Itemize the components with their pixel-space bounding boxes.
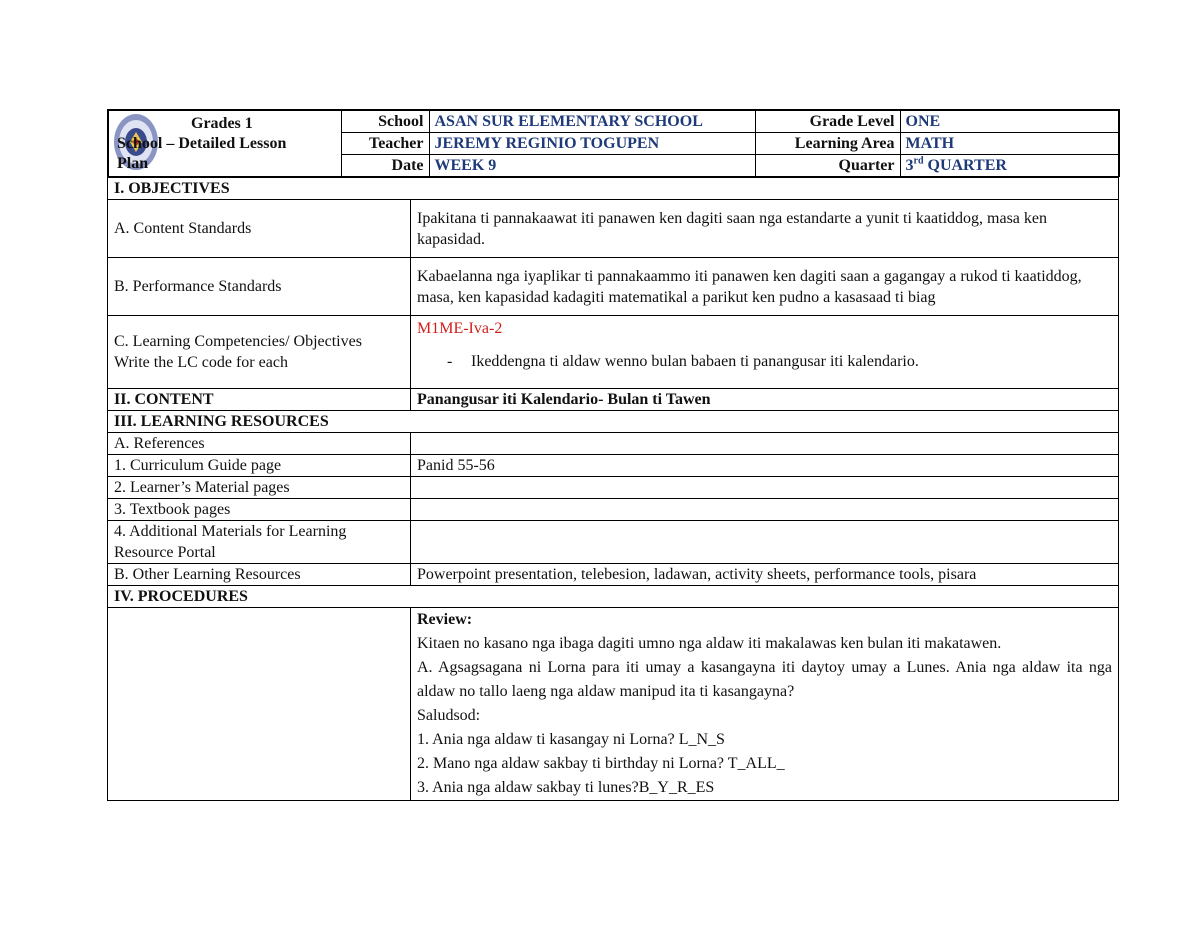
grade-level-label: Grade Level bbox=[755, 110, 900, 133]
quarter-number: 3 bbox=[905, 157, 914, 174]
question-2: 2. Mano nga aldaw sakbay ti birthday ni Lorna? T_ALL_ bbox=[417, 755, 785, 772]
textbook-value bbox=[411, 499, 1119, 521]
performance-standards-label: B. Performance Standards bbox=[108, 258, 411, 316]
table-row bbox=[108, 564, 1119, 586]
additional-materials-value bbox=[411, 521, 1119, 564]
procedures-content bbox=[411, 608, 1119, 801]
learning-competencies-label bbox=[108, 316, 411, 389]
table-row bbox=[108, 499, 1119, 521]
title-cell bbox=[108, 110, 341, 177]
title-line-3: Plan bbox=[117, 155, 149, 172]
teacher-value: JEREMY REGINIO TOGUPEN bbox=[429, 133, 755, 155]
table-row bbox=[108, 316, 1119, 389]
learning-competencies-value bbox=[411, 316, 1119, 389]
content-standards-value: Ipakitana ti pannakaawat iti panawen ken dagiti saan nga estandarte a yunit ti kaatiddog, masa ken kapasidad. bbox=[411, 200, 1119, 258]
bullet-dash: - bbox=[447, 353, 453, 370]
performance-standards-value: Kabaelanna nga iyaplikar ti pannakaammo iti panawen ken dagiti saan a gagangay a rukod ti kaatiddog, masa, ken kapasidad kadagiti matematikal a parikut ken pudno a kasasaad ti biag bbox=[411, 258, 1119, 316]
review-line-3: Saludsod: bbox=[417, 707, 481, 724]
learning-area-label: Learning Area bbox=[755, 133, 900, 155]
lesson-table bbox=[107, 177, 1119, 801]
lesson-plan-page bbox=[107, 109, 1118, 801]
learners-material-value bbox=[411, 477, 1119, 499]
procedures-heading: IV. PROCEDURES bbox=[108, 586, 1119, 608]
review-line-1: Kitaen no kasano nga ibaga dagiti umno nga aldaw iti makalawas ken bulan iti makatawen. bbox=[417, 635, 1002, 652]
question-1: 1. Ania nga aldaw ti kasangay ni Lorna? L_N_S bbox=[417, 731, 725, 748]
references-label: A. References bbox=[108, 433, 411, 455]
additional-line-2: Resource Portal bbox=[114, 544, 216, 561]
header-table bbox=[107, 109, 1120, 177]
date-value: WEEK 9 bbox=[429, 155, 755, 177]
textbook-label: 3. Textbook pages bbox=[108, 499, 411, 521]
learning-resources-heading: III. LEARNING RESOURCES bbox=[108, 411, 1119, 433]
references-value bbox=[411, 433, 1119, 455]
quarter-value bbox=[900, 155, 1119, 177]
table-row bbox=[108, 608, 1119, 801]
review-line-2: A. Agsagsagana ni Lorna para iti umay a kasangayna iti daytoy umay a Lunes. Ania nga aldaw ita nga aldaw no tallo laeng nga aldaw manipud ita ti kasangayna? bbox=[417, 659, 1112, 700]
school-label: School bbox=[341, 110, 429, 133]
lc-bullet bbox=[417, 351, 1112, 372]
lc-bullet-text: Ikeddengna ti aldaw wenno bulan babaen ti panangusar iti kalendario. bbox=[471, 353, 919, 370]
competencies-label-line-2: Write the LC code for each bbox=[114, 354, 288, 371]
date-label: Date bbox=[341, 155, 429, 177]
lesson-plan-title bbox=[117, 114, 337, 174]
table-row bbox=[108, 389, 1119, 411]
quarter-text: QUARTER bbox=[923, 157, 1007, 174]
quarter-suffix: rd bbox=[913, 155, 924, 167]
question-3: 3. Ania nga aldaw sakbay ti lunes?B_Y_R_ES bbox=[417, 779, 715, 796]
review-title: Review: bbox=[417, 611, 473, 628]
lc-code: M1ME-Iva-2 bbox=[417, 320, 503, 337]
title-line-2: School – Detailed Lesson bbox=[117, 135, 287, 152]
other-resources-value: Powerpoint presentation, telebesion, ladawan, activity sheets, performance tools, pisara bbox=[411, 564, 1119, 586]
learning-area-value: MATH bbox=[900, 133, 1119, 155]
curriculum-guide-value: Panid 55-56 bbox=[411, 455, 1119, 477]
curriculum-guide-label: 1. Curriculum Guide page bbox=[108, 455, 411, 477]
additional-line-1: 4. Additional Materials for Learning bbox=[114, 523, 347, 540]
grade-level-value: ONE bbox=[900, 110, 1119, 133]
school-value: ASAN SUR ELEMENTARY SCHOOL bbox=[429, 110, 755, 133]
content-heading: II. CONTENT bbox=[108, 389, 411, 411]
other-resources-label: B. Other Learning Resources bbox=[108, 564, 411, 586]
table-row bbox=[108, 200, 1119, 258]
additional-materials-label bbox=[108, 521, 411, 564]
table-row bbox=[108, 455, 1119, 477]
table-row bbox=[108, 477, 1119, 499]
quarter-label: Quarter bbox=[755, 155, 900, 177]
competencies-label-line-1: C. Learning Competencies/ Objectives bbox=[114, 333, 362, 350]
procedures-left bbox=[108, 608, 411, 801]
objectives-heading: I. OBJECTIVES bbox=[108, 178, 1119, 200]
content-standards-label: A. Content Standards bbox=[108, 200, 411, 258]
learners-material-label: 2. Learner’s Material pages bbox=[108, 477, 411, 499]
table-row bbox=[108, 258, 1119, 316]
teacher-label: Teacher bbox=[341, 133, 429, 155]
table-row bbox=[108, 433, 1119, 455]
title-line-1: Grades 1 bbox=[191, 115, 253, 132]
content-value: Panangusar iti Kalendario- Bulan ti Tawen bbox=[411, 389, 1119, 411]
table-row bbox=[108, 521, 1119, 564]
